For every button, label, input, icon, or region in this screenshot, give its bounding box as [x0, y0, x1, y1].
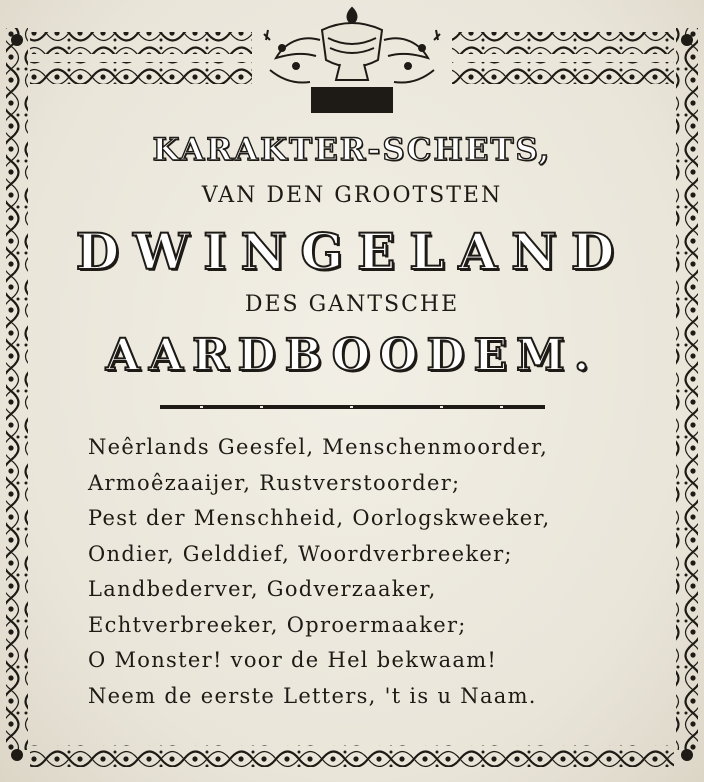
border-bottom-row [30, 745, 674, 767]
poem-line-4: Ondier, Gelddief, Woordverbreeker; [88, 541, 513, 566]
poem-line-6: Echtverbreeker, Oproermaaker; [88, 612, 467, 637]
title-aardboodem: AARDBOODEM. [105, 330, 599, 381]
poem-line-5: Landbederver, Godverzaaker, [88, 577, 437, 601]
poem-line-8: Neem de eerste Letters, 't is u Naam. [88, 683, 537, 708]
poem-line-7: O Monster! voor de Hel bekwaam! [88, 648, 498, 672]
title-van-den-grootsten: VAN DEN GROOTSTEN [201, 183, 503, 208]
separator-rule [160, 402, 545, 412]
title-dwingeland: DWINGELAND [75, 222, 629, 281]
border-top-right-row2 [452, 62, 674, 84]
poem [88, 430, 648, 714]
title-des-gantsche: DES GANTSCHE [244, 292, 460, 317]
border-top-left-row1 [30, 32, 252, 54]
poem-line-3: Pest der Menschheid, Oorlogskweeker, [88, 506, 551, 530]
poem-line-1: Neêrlands Geesfel, Menschenmoorder, [88, 435, 549, 459]
border-top-right-row1 [452, 32, 674, 54]
urn-icon [264, 8, 440, 112]
title-karakter-schets: KARAKTER-SCHETS, [152, 132, 552, 168]
border-top-left-row2 [30, 62, 252, 84]
poem-line-2: Armoêzaaijer, Rustverstoorder; [88, 470, 461, 495]
